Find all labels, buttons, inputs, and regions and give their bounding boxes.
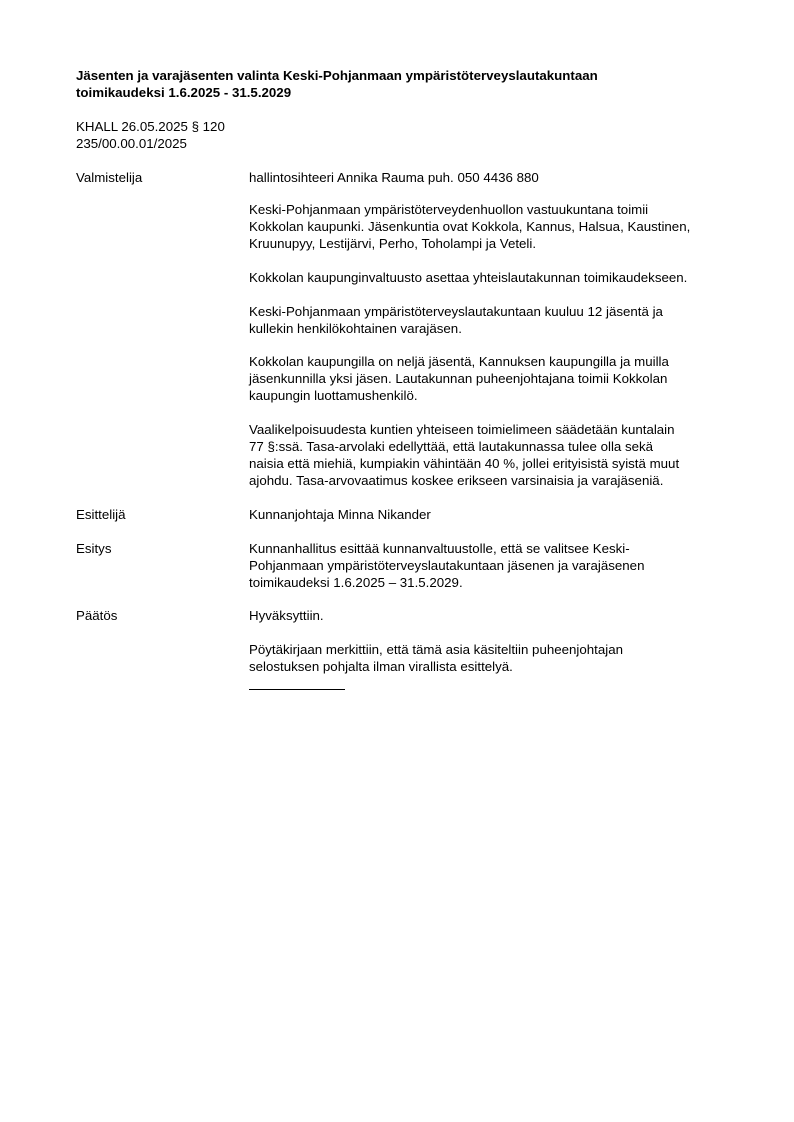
presenter-text — [249, 506, 749, 523]
paragraph-line: Kokkolan kaupungilla on neljä jäsentä, Kannuksen kaupungilla ja muilla — [249, 354, 669, 369]
title-line-1: Jäsenten ja varajäsenten valinta Keski-Pohjanmaan ympäristöterveyslautakuntaan — [76, 68, 598, 83]
paragraph-line: Keski-Pohjanmaan ympäristöterveydenhuollon vastuukuntana toimii — [249, 202, 649, 217]
label-esitys: Esitys — [76, 541, 112, 556]
diary-number: 235/00.00.01/2025 — [76, 136, 187, 151]
paragraph-line: Kokkolan kaupunki. Jäsenkuntia ovat Kokkola, Kannus, Halsua, Kaustinen, — [249, 219, 691, 234]
proposal-text — [249, 540, 749, 591]
presenter-line: Kunnanjohtaja Minna Nikander — [249, 507, 431, 522]
label-valmistelija: Valmistelija — [76, 170, 143, 185]
preparer-text — [249, 169, 749, 186]
paragraph-line: ajohdu. Tasa-arvovaatimus koskee erikseen varsinaisia ja varajäseniä. — [249, 473, 664, 488]
label-paatos: Päätös — [76, 608, 118, 623]
decision-line: Hyväksyttiin. — [249, 608, 324, 623]
meeting-reference: KHALL 26.05.2025 § 120 — [76, 119, 225, 134]
decision-note — [249, 641, 749, 675]
preparer-line: hallintosihteeri Annika Rauma puh. 050 4436 880 — [249, 170, 539, 185]
paragraph-line: Keski-Pohjanmaan ympäristöterveyslautakuntaan kuuluu 12 jäsentä ja — [249, 304, 663, 319]
paragraph-responsibility — [249, 201, 749, 252]
paragraph-line: Kokkolan kaupunginvaltuusto asettaa yhteislautakunnan toimikaudekseen. — [249, 270, 688, 285]
paragraph-line: naisia että miehiä, kumpiakin vähintään 40 %, jollei erityisistä syistä muut — [249, 456, 680, 471]
title-line-2: toimikaudeksi 1.6.2025 - 31.5.2029 — [76, 85, 292, 100]
document-meta — [76, 118, 225, 152]
paragraph-eligibility — [249, 421, 749, 489]
decision-note-line: selostuksen pohjalta ilman virallista esittelyä. — [249, 659, 513, 674]
decision-note-line: Pöytäkirjaan merkittiin, että tämä asia käsiteltiin puheenjohtajan — [249, 642, 623, 657]
document-title — [76, 67, 716, 101]
decision-text — [249, 607, 749, 624]
paragraph-members — [249, 303, 749, 337]
label-esittelija: Esittelijä — [76, 507, 126, 522]
paragraph-line: Vaalikelpoisuudesta kuntien yhteiseen toimielimeen säädetään kuntalain — [249, 422, 675, 437]
paragraph-line: kaupungin luottamushenkilö. — [249, 388, 418, 403]
paragraph-line: Kruunupyy, Lestijärvi, Perho, Toholampi ja Veteli. — [249, 236, 537, 251]
paragraph-distribution — [249, 353, 749, 404]
proposal-line: toimikaudeksi 1.6.2025 – 31.5.2029. — [249, 575, 463, 590]
proposal-line: Kunnanhallitus esittää kunnanvaltuustolle, että se valitsee Keski- — [249, 541, 630, 556]
paragraph-council — [249, 269, 749, 286]
paragraph-line: 77 §:ssä. Tasa-arvolaki edellyttää, että lautakunnassa tulee olla sekä — [249, 439, 654, 454]
proposal-line: Pohjanmaan ympäristöterveyslautakuntaan jäsenen ja varajäsenen — [249, 558, 645, 573]
paragraph-line: jäsenkunnilla yksi jäsen. Lautakunnan puheenjohtajana toimii Kokkolan — [249, 371, 668, 386]
section-end-rule — [249, 689, 345, 690]
paragraph-line: kullekin henkilökohtainen varajäsen. — [249, 321, 462, 336]
